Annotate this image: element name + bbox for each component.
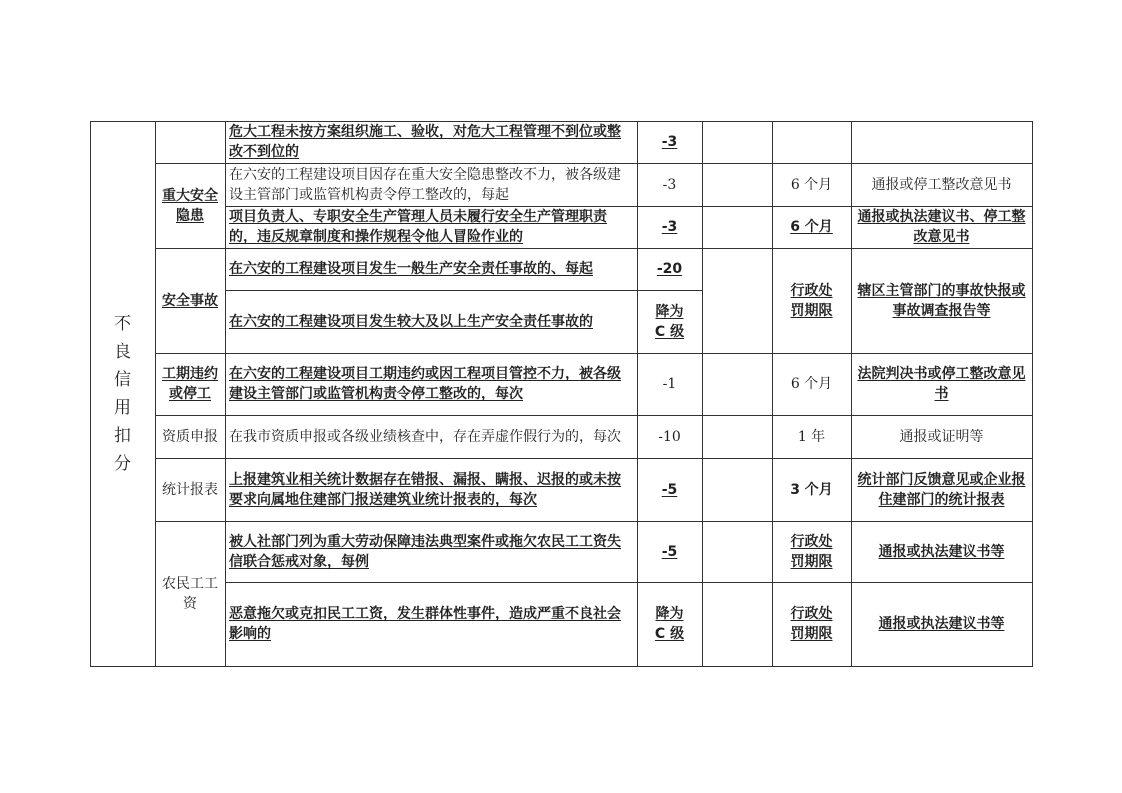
table-border — [772, 121, 773, 666]
desc-text: 上报建筑业相关统计数据存在错报、漏报、瞒报、迟报的或未按要求向属地住建部门报送建筑业统计报表的，每次 — [229, 471, 621, 508]
table-row-score — [637, 582, 702, 666]
subcategory-cell — [155, 521, 225, 666]
table-border — [155, 458, 1033, 459]
table-border — [90, 121, 91, 666]
table-border — [90, 666, 1033, 667]
evidence-text: 通报或停工整改意见书 — [871, 176, 1012, 193]
table-border — [155, 521, 1033, 522]
category-label: 不良信用扣分 — [114, 313, 131, 474]
period-text: 6 个月 — [790, 176, 833, 193]
table-row-period — [772, 458, 851, 521]
table-border — [851, 121, 852, 666]
table-row-score — [637, 458, 702, 521]
score-text: -5 — [661, 543, 678, 560]
evidence-text: 通报或证明等 — [899, 428, 984, 445]
table-row-score — [637, 206, 702, 248]
table-row-desc — [225, 163, 637, 206]
table-row-desc — [225, 206, 637, 248]
table-row-score — [637, 290, 702, 353]
subcategory-label: 统计报表 — [162, 481, 218, 498]
score-text: -3 — [661, 134, 678, 150]
table-row-evidence — [851, 582, 1032, 666]
subcategory-cell — [155, 248, 225, 353]
accident-evidence-cell — [851, 248, 1032, 353]
score-text: -3 — [661, 219, 678, 235]
table-border — [155, 248, 1033, 249]
period-text: 行政处罚期限 — [790, 606, 833, 642]
evidence-text: 通报或执法建议书等 — [878, 543, 1005, 560]
table-row-evidence — [851, 521, 1032, 582]
desc-text: 在六安的工程建设项目工期违约或因工程项目管控不力，被各级建设主管部门或监管机构责令停工整改的，每次 — [229, 366, 621, 402]
table-border — [225, 290, 702, 291]
table-border — [637, 121, 638, 666]
table-row-period — [772, 415, 851, 458]
score-text: -20 — [656, 261, 683, 277]
table-row-evidence — [851, 415, 1032, 458]
table-border — [702, 121, 703, 666]
subcategory-label: 资质申报 — [162, 428, 218, 445]
table-row-period — [772, 353, 851, 415]
table-row-period — [772, 163, 851, 206]
evidence-text: 通报或执法建议书、停工整改意见书 — [857, 209, 1026, 245]
score-text: 降为 C 级 — [654, 303, 685, 340]
table-row-period — [772, 121, 851, 163]
table-row-score — [637, 521, 702, 582]
table-border — [155, 121, 156, 666]
table-row-desc — [225, 248, 637, 290]
desc-text: 被人社部门列为重大劳动保障违法典型案件或拖欠农民工工资失信联合惩戒对象，每例 — [229, 533, 621, 570]
table-row-evidence — [851, 206, 1032, 248]
desc-text: 在六安的工程建设项目因存在重大安全隐患整改不力，被各级建设主管部门或监管机构责令停工整改的，每起 — [229, 166, 621, 203]
score-text: -10 — [658, 428, 681, 445]
desc-text: 恶意拖欠或克扣民工工资，发生群体性事件，造成严重不良社会影响的 — [229, 606, 621, 642]
table-border — [155, 163, 1033, 164]
desc-text: 危大工程未按方案组织施工、验收，对危大工程管理不到位或整改不到位的 — [229, 124, 621, 160]
table-row-desc — [225, 521, 637, 582]
table-row-score — [637, 353, 702, 415]
evidence-text: 法院判决书或停工整改意见书 — [857, 366, 1026, 402]
table-row-evidence — [851, 458, 1032, 521]
score-text: 降为 C 级 — [654, 606, 685, 642]
evidence-text: 统计部门反馈意见或企业报住建部门的统计报表 — [857, 471, 1026, 508]
table-row-desc — [225, 290, 637, 353]
desc-text: 在六安的工程建设项目发生一般生产安全责任事故的、每起 — [229, 261, 593, 277]
table-border — [225, 582, 1033, 583]
desc-text: 在六安的工程建设项目发生较大及以上生产安全责任事故的 — [229, 313, 593, 330]
table-row-desc — [225, 458, 637, 521]
table-row-desc — [225, 353, 637, 415]
subcategory-cell — [155, 353, 225, 415]
score-text: -1 — [662, 376, 677, 392]
table-row-evidence — [851, 121, 1032, 163]
subcategory-cell — [155, 415, 225, 458]
desc-text: 在我市资质申报或各级业绩核查中，存在弄虚作假行为的，每次 — [229, 428, 621, 445]
subcategory-label: 农民工工资 — [162, 575, 218, 612]
accident-period-cell — [772, 248, 851, 353]
subcategory-cell — [155, 121, 225, 163]
table-row-score — [637, 415, 702, 458]
subcategory-cell — [155, 458, 225, 521]
table-row-desc — [225, 121, 637, 163]
table-row-evidence — [851, 163, 1032, 206]
table-row-period — [772, 521, 851, 582]
evidence-text: 辖区主管部门的事故快报或事故调查报告等 — [857, 282, 1026, 319]
subcategory-label: 重大安全隐患 — [162, 187, 218, 224]
evidence-text: 通报或执法建议书等 — [878, 616, 1005, 632]
score-text: -3 — [662, 176, 677, 193]
table-border — [225, 121, 226, 666]
table-row-score — [637, 248, 702, 290]
period-text: 行政处罚期限 — [790, 533, 833, 570]
table-border — [155, 415, 1033, 416]
table-row-score — [637, 163, 702, 206]
period-text: 6 个月 — [790, 376, 833, 392]
desc-text: 项目负责人、专职安全生产管理人员未履行安全生产管理职责的，违反规章制度和操作规程令他人冒险作业的 — [229, 209, 607, 245]
subcategory-label: 安全事故 — [162, 292, 218, 309]
subcategory-cell — [155, 163, 225, 248]
score-text: -5 — [661, 481, 678, 498]
subcategory-label: 工期违约或停工 — [162, 366, 218, 402]
period-text: 3 个月 — [790, 481, 833, 498]
period-text: 行政处罚期限 — [790, 282, 833, 319]
period-text: 1 年 — [797, 428, 826, 445]
table-row-desc — [225, 415, 637, 458]
table-row-desc — [225, 582, 637, 666]
table-row-period — [772, 582, 851, 666]
table-border — [155, 353, 1033, 354]
table-row-score — [637, 121, 702, 163]
category-cell — [90, 121, 155, 666]
period-text: 6 个月 — [790, 219, 833, 235]
table-border — [1032, 121, 1033, 666]
table-border — [225, 206, 1033, 207]
table-border — [90, 121, 1033, 122]
table-row-evidence — [851, 353, 1032, 415]
table-row-period — [772, 206, 851, 248]
